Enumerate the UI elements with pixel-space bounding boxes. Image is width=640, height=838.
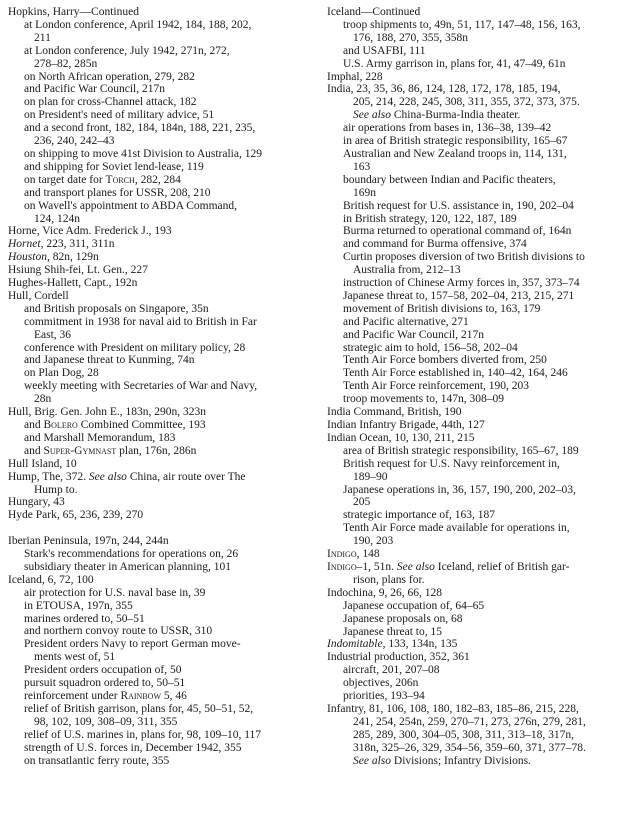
index-subentry	[8, 148, 315, 161]
index-subentry	[8, 703, 315, 716]
entry-text: 236, 240, 242–43	[34, 135, 115, 148]
entry-text: 318n, 325–26, 329, 354–56, 359–60, 371, 377–78.	[353, 741, 586, 754]
index-subentry	[8, 187, 315, 200]
index-subentry	[327, 367, 634, 380]
index-subentry	[8, 380, 315, 393]
index-continuation	[327, 755, 634, 768]
entry-text: weekly meeting with Secretaries of War and Navy,	[24, 380, 258, 393]
index-entry	[327, 71, 634, 84]
index-subentry	[327, 45, 634, 58]
entry-text: Hsiung Shih-fei, Lt. Gen., 227	[8, 264, 148, 277]
index-entry	[327, 638, 634, 651]
index-entry	[8, 471, 315, 484]
entry-text: reinforcement under	[24, 690, 121, 703]
index-continuation	[327, 187, 634, 200]
entry-text: 98, 102, 109, 308–09, 311, 355	[34, 715, 178, 728]
entry-text: and transport planes for USSR, 208, 210	[24, 186, 211, 199]
index-subentry	[327, 613, 634, 626]
entry-text: instruction of Chinese Army forces in, 357, 373–74	[343, 277, 580, 290]
entry-text: Japanese threat to, 15	[343, 625, 442, 638]
index-subentry	[327, 342, 634, 355]
entry-text: and a second front, 182, 184, 184n, 188, 221, 235,	[24, 122, 256, 135]
entry-text: Japanese threat to, 157–58, 202–04, 213, 215, 271	[343, 289, 575, 302]
entry-text: President orders Navy to report German move-	[24, 638, 241, 651]
index-subentry	[8, 755, 315, 768]
entry-text: Tenth Air Force bombers diverted from, 250	[343, 354, 547, 367]
index-subentry	[8, 613, 315, 626]
entry-text: subsidiary theater in American planning, 101	[24, 560, 231, 573]
entry-text: at London conference, July 1942, 271n, 272,	[24, 44, 230, 57]
entry-text: relief of British garrison, plans for, 45, 50–51, 52,	[24, 702, 254, 715]
index-subentry	[8, 587, 315, 600]
entry-text: –1, 51n.	[356, 560, 397, 573]
index-subentry	[327, 509, 634, 522]
entry-text: British request for U.S. Navy reinforcement in,	[343, 457, 560, 470]
entry-text: in ETOUSA, 197n, 355	[24, 599, 133, 612]
entry-text: China, air route over The	[126, 470, 246, 483]
index-entry	[327, 419, 634, 432]
index-continuation	[327, 729, 634, 742]
entry-text: Curtin proposes diversion of two British divisions to	[343, 251, 585, 264]
entry-text: Iberian Peninsula, 197n, 244, 244n	[8, 535, 169, 548]
index-subentry	[327, 316, 634, 329]
index-subentry	[8, 561, 315, 574]
italic-text: See also	[353, 109, 392, 122]
entry-text: Hopkins, Harry—Continued	[8, 6, 139, 18]
entry-text: objectives, 206n	[343, 677, 419, 690]
entry-text: Tenth Air Force reinforcement, 190, 203	[343, 380, 530, 393]
entry-text: 5, 46	[161, 690, 187, 703]
entry-text: Infantry, 81, 106, 108, 180, 182–83, 185–86, 215, 228,	[327, 702, 579, 715]
index-entry	[327, 432, 634, 445]
entry-text: strategic aim to hold, 156–58, 202–04	[343, 341, 518, 354]
index-entry	[8, 264, 315, 277]
entry-text: in area of British strategic responsibility, 165–67	[343, 135, 568, 148]
italic-text: See also	[353, 754, 392, 767]
entry-text: Tenth Air Force made available for operations in,	[343, 522, 570, 535]
index-subentry	[8, 742, 315, 755]
index-subentry	[327, 122, 634, 135]
entry-text: 124, 124n	[34, 212, 80, 225]
entry-text: priorities, 193–94	[343, 690, 425, 703]
entry-text: and command for Burma offensive, 374	[343, 238, 527, 251]
entry-text: on target date for	[24, 173, 106, 186]
index-continuation	[327, 742, 634, 755]
entry-text: 205, 214, 228, 245, 308, 311, 355, 372, 373, 375.	[353, 96, 580, 109]
entry-text: , 82n, 129n	[46, 251, 99, 264]
entry-text: and Pacific War Council, 217n	[343, 328, 484, 341]
index-subentry	[8, 432, 315, 445]
index-subentry	[327, 458, 634, 471]
entry-text: at London conference, April 1942, 184, 188, 202,	[24, 18, 252, 31]
small-caps-text: Indigo	[327, 548, 357, 561]
index-subentry	[8, 729, 315, 742]
small-caps-text: Rainbow	[120, 690, 161, 703]
index-entry	[8, 574, 315, 587]
entry-text: Horne, Vice Adm. Frederick J., 193	[8, 225, 172, 238]
index-subentry	[8, 122, 315, 135]
entry-text: Industrial production, 352, 361	[327, 651, 470, 664]
entry-text: Stark's recommendations for operations on, 26	[24, 548, 239, 561]
entry-text: and British proposals on Singapore, 35n	[24, 302, 209, 315]
entry-text: 285, 289, 300, 304–05, 308, 311, 313–18, 317n,	[353, 728, 574, 741]
index-subentry	[327, 677, 634, 690]
entry-text: in British strategy, 120, 122, 187, 189	[343, 212, 517, 225]
entry-text: , 133, 134n, 135	[382, 638, 458, 651]
entry-text: and USAFBI, 111	[343, 44, 426, 57]
index-continuation	[8, 651, 315, 664]
entry-text: on shipping to move 41st Division to Australia, 129	[24, 147, 262, 160]
index-subentry	[8, 109, 315, 122]
index-continuation	[8, 58, 315, 71]
entry-text: Hyde Park, 65, 236, 239, 270	[8, 509, 144, 522]
index-continuation	[8, 329, 315, 342]
index-entry	[8, 406, 315, 419]
index-entry	[327, 6, 634, 19]
entry-text: British request for U.S. assistance in, 190, 202–04	[343, 199, 574, 212]
entry-text: and Marshall Memorandum, 183	[24, 431, 176, 444]
entry-text: pursuit squadron ordered to, 50–51	[24, 677, 186, 690]
entry-text: conference with President on military policy, 28	[24, 341, 246, 354]
index-subentry	[8, 19, 315, 32]
entry-text: marines ordered to, 50–51	[24, 612, 145, 625]
index-continuation	[8, 716, 315, 729]
italic-text: Indomitable	[327, 638, 383, 651]
index-subentry	[327, 626, 634, 639]
entry-text: air protection for U.S. naval base in, 39	[24, 586, 206, 599]
index-subentry	[8, 600, 315, 613]
index-subentry	[327, 225, 634, 238]
entry-text: 241, 254, 254n, 259, 270–71, 273, 276n, 279, 281,	[353, 715, 586, 728]
entry-text: 211	[34, 31, 51, 44]
entry-text: , 282, 284	[134, 173, 181, 186]
index-subentry	[8, 638, 315, 651]
entry-text: 169n	[353, 186, 376, 199]
entry-text: Burma returned to operational command of, 164n	[343, 225, 572, 238]
entry-text: boundary between Indian and Pacific theaters,	[343, 173, 556, 186]
index-subentry	[8, 445, 315, 458]
index-subentry	[327, 484, 634, 497]
entry-text: strength of U.S. forces in, December 1942, 355	[24, 741, 242, 754]
entry-text: Hull Island, 10	[8, 457, 77, 470]
entry-text: on President's need of military advice, 51	[24, 109, 215, 122]
entry-text: Australia from, 212–13	[353, 264, 461, 277]
index-entry	[8, 535, 315, 548]
index-subentry	[327, 393, 634, 406]
index-continuation	[8, 32, 315, 45]
entry-text: on Plan Dog, 28	[24, 367, 99, 380]
entry-text: on Wavell's appointment to ABDA Command,	[24, 199, 238, 212]
index-entry	[8, 277, 315, 290]
entry-text: troop movements to, 147n, 308–09	[343, 393, 504, 406]
index-subentry	[327, 238, 634, 251]
index-subentry	[327, 354, 634, 367]
entry-text: on plan for cross-Channel attack, 182	[24, 96, 197, 109]
entry-text: Hull, Brig. Gen. John E., 183n, 290n, 323n	[8, 406, 207, 419]
small-caps-text: Indigo	[327, 560, 357, 573]
entry-text: and northern convoy route to USSR, 310	[24, 625, 213, 638]
index-entry	[327, 651, 634, 664]
entry-text: Hull, Cordell	[8, 289, 69, 302]
index-subentry	[327, 690, 634, 703]
index-subentry	[327, 445, 634, 458]
italic-text: Houston	[8, 251, 47, 264]
italic-text: See also	[88, 470, 127, 483]
index-entry	[8, 251, 315, 264]
entry-text: India, 23, 35, 36, 86, 124, 128, 172, 178, 185, 194,	[327, 83, 561, 96]
index-continuation	[8, 393, 315, 406]
entry-text: Combined Committee, 193	[77, 419, 206, 431]
entry-text: , 148	[356, 548, 380, 561]
entry-text: and Pacific alternative, 271	[343, 315, 469, 328]
index-continuation	[327, 496, 634, 509]
index-subentry	[8, 625, 315, 638]
index-continuation	[327, 716, 634, 729]
index-subentry	[327, 290, 634, 303]
entry-text: and	[24, 419, 44, 431]
italic-text: See also	[396, 560, 435, 573]
index-entry	[8, 238, 315, 251]
entry-text: Imphal, 228	[327, 70, 383, 83]
index-subentry	[8, 548, 315, 561]
entry-text: Iceland—Continued	[327, 6, 421, 18]
index-subentry	[327, 19, 634, 32]
index-subentry	[327, 664, 634, 677]
index-subentry	[8, 690, 315, 703]
index-continuation	[8, 484, 315, 497]
section-gap	[8, 522, 315, 535]
entry-text: and Japanese threat to Kunming, 74n	[24, 354, 195, 367]
entry-text: 176, 188, 270, 355, 358n	[353, 31, 468, 44]
entry-text: area of British strategic responsibility, 165–67, 189	[343, 444, 579, 457]
entry-text: strategic importance of, 163, 187	[343, 509, 496, 522]
index-continuation	[327, 535, 634, 548]
entry-text: Indochina, 9, 26, 66, 128	[327, 586, 442, 599]
index-subentry	[8, 342, 315, 355]
entry-text: 278–82, 285n	[34, 57, 98, 70]
index-subentry	[8, 96, 315, 109]
index-continuation	[327, 109, 634, 122]
small-caps-text: Super-Gymnast	[43, 444, 117, 457]
index-subentry	[8, 45, 315, 58]
index-subentry	[8, 161, 315, 174]
index-subentry	[327, 148, 634, 161]
index-entry	[8, 6, 315, 19]
index-entry	[8, 458, 315, 471]
entry-text: Hump, The, 372.	[8, 470, 89, 483]
entry-text: movement of British divisions to, 163, 179	[343, 302, 541, 315]
entry-text: Hughes-Hallett, Capt., 192n	[8, 277, 138, 290]
index-column-left	[8, 6, 315, 767]
entry-text: , 223, 311, 311n	[40, 238, 115, 251]
index-subentry	[8, 71, 315, 84]
entry-text: and Pacific War Council, 217n	[24, 83, 165, 96]
index-subentry	[327, 522, 634, 535]
index-entry	[327, 83, 634, 96]
index-continuation	[327, 574, 634, 587]
index-continuation	[327, 96, 634, 109]
entry-text: China-Burma-India theater.	[391, 109, 521, 122]
entry-text: 190, 203	[353, 535, 394, 548]
small-caps-text: Torch	[105, 173, 135, 186]
index-entry	[327, 548, 634, 561]
entry-text: on transatlantic ferry route, 355	[24, 754, 170, 767]
entry-text: commitment in 1938 for naval aid to British in Far	[24, 315, 257, 328]
entry-text: 28n	[34, 393, 52, 406]
entry-text: India Command, British, 190	[327, 406, 462, 419]
index-subentry	[327, 135, 634, 148]
index-continuation	[327, 471, 634, 484]
entry-text: air operations from bases in, 136–38, 139–42	[343, 122, 552, 135]
entry-text: Hump to.	[34, 483, 78, 496]
index-entry	[327, 587, 634, 600]
small-caps-text: Bolero	[43, 419, 78, 431]
entry-text: relief of U.S. marines in, plans for, 98, 109–10, 117	[24, 728, 262, 741]
index-subentry	[327, 329, 634, 342]
entry-text: Divisions; Infantry Divisions.	[391, 754, 531, 767]
index-subentry	[8, 367, 315, 380]
entry-text: ments west of, 51	[34, 651, 116, 664]
index-entry	[8, 509, 315, 522]
index-subentry	[8, 677, 315, 690]
index-subentry	[8, 303, 315, 316]
index-subentry	[327, 251, 634, 264]
entry-text: U.S. Army garrison in, plans for, 41, 47–49, 61n	[343, 57, 566, 70]
index-subentry	[327, 174, 634, 187]
index-subentry	[8, 174, 315, 187]
index-subentry	[8, 316, 315, 329]
entry-text: and	[24, 444, 44, 457]
index-continuation	[327, 161, 634, 174]
entry-text: Australian and New Zealand troops in, 114, 131,	[343, 147, 567, 160]
index-continuation	[8, 213, 315, 226]
entry-text: Tenth Air Force established in, 140–42, 164, 246	[343, 367, 568, 380]
entry-text: Hungary, 43	[8, 496, 65, 509]
index-subentry	[327, 380, 634, 393]
index-continuation	[8, 135, 315, 148]
index-subentry	[327, 213, 634, 226]
index-column-right	[327, 6, 634, 767]
index-entry	[8, 496, 315, 509]
index-entry	[327, 561, 634, 574]
entry-text: Iceland, relief of British gar-	[434, 560, 570, 573]
index-subentry	[327, 303, 634, 316]
index-subentry	[327, 200, 634, 213]
index-entry	[8, 225, 315, 238]
entry-text: President orders occupation of, 50	[24, 664, 182, 677]
entry-text: Japanese proposals on, 68	[343, 612, 463, 625]
entry-text: troop shipments to, 49n, 51, 117, 147–48, 156, 163,	[343, 18, 581, 31]
entry-text: on North African operation, 279, 282	[24, 70, 195, 83]
index-subentry	[327, 58, 634, 71]
entry-text: aircraft, 201, 207–08	[343, 664, 440, 677]
entry-text: 205	[353, 496, 371, 509]
italic-text: Hornet	[8, 238, 41, 251]
entry-text: Iceland, 6, 72, 100	[8, 573, 94, 586]
entry-text: Japanese occupation of, 64–65	[343, 599, 485, 612]
index-continuation	[327, 264, 634, 277]
index-subentry	[8, 419, 315, 432]
entry-text: East, 36	[34, 328, 72, 341]
index-entry	[327, 406, 634, 419]
index-subentry	[327, 277, 634, 290]
index-subentry	[8, 664, 315, 677]
entry-text: and shipping for Soviet lend-lease, 119	[24, 160, 204, 173]
index-continuation	[327, 32, 634, 45]
index-subentry	[8, 83, 315, 96]
entry-text: 163	[353, 160, 371, 173]
index-subentry	[8, 354, 315, 367]
index-entry	[327, 703, 634, 716]
entry-text: Indian Ocean, 10, 130, 211, 215	[327, 431, 475, 444]
entry-text: 189–90	[353, 470, 388, 483]
entry-text: Indian Infantry Brigade, 44th, 127	[327, 419, 485, 431]
index-subentry	[8, 200, 315, 213]
entry-text: plan, 176n, 286n	[116, 444, 197, 457]
entry-text: rison, plans for.	[353, 573, 425, 586]
index-entry	[8, 290, 315, 303]
index-subentry	[327, 600, 634, 613]
entry-text: Japanese operations in, 36, 157, 190, 200, 202–03,	[343, 483, 576, 496]
